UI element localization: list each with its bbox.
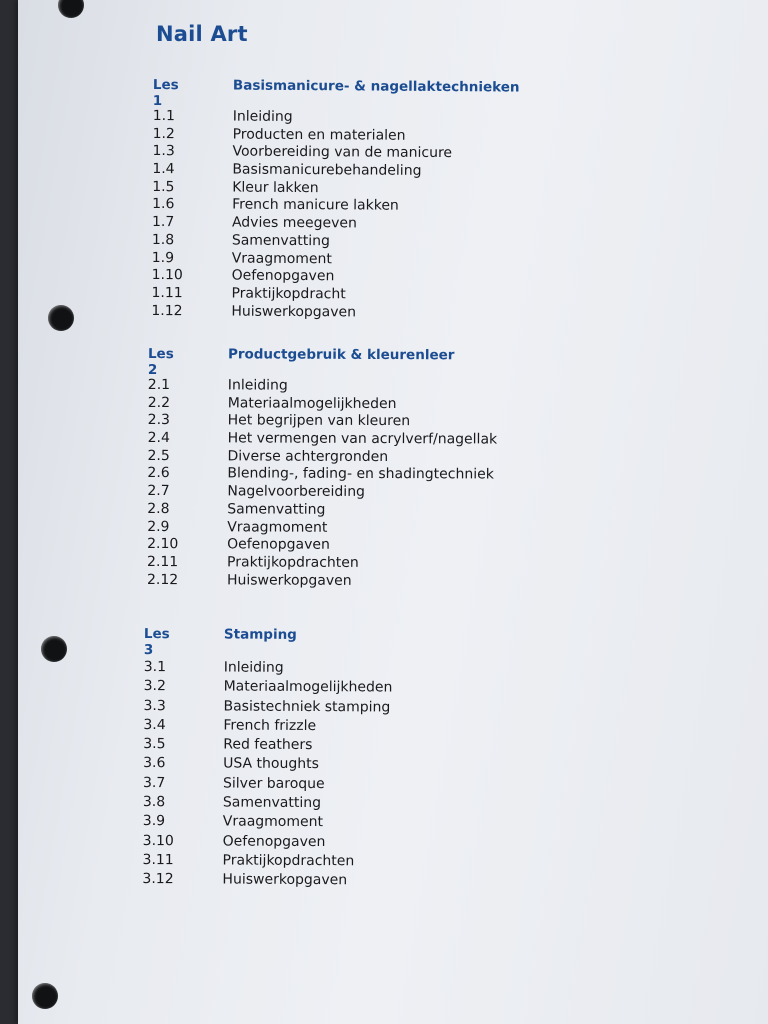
item-label: Vraagmoment: [227, 518, 328, 536]
item-number: 2.12: [146, 571, 179, 588]
item-number: 3.6: [143, 755, 166, 772]
item-number: 1.2: [152, 125, 175, 142]
item-label: Praktijkopdrachten: [222, 852, 355, 870]
punch-hole: [32, 983, 58, 1009]
item-label: Red feathers: [223, 736, 313, 754]
item-number: 3.3: [143, 697, 166, 714]
item-number: 3.5: [143, 736, 166, 753]
item-number: 3.11: [142, 851, 174, 869]
item-label: Inleiding: [232, 108, 293, 125]
item-label: Advies meegeven: [231, 214, 357, 232]
item-label: French frizzle: [223, 717, 317, 734]
lesson-title: Productgebruik & kleurenleer: [227, 346, 455, 364]
lesson-title: Basismanicure- & nagellaktechnieken: [232, 77, 520, 96]
punch-hole: [58, 0, 84, 18]
item-label: Vraagmoment: [231, 250, 332, 267]
item-label: Inleiding: [227, 377, 288, 394]
lesson-item-list: [142, 658, 393, 891]
item-number: 2.5: [147, 447, 170, 464]
lesson-label: Les 3: [143, 626, 170, 659]
lesson-item-list: [151, 107, 453, 320]
item-label: USA thoughts: [223, 755, 319, 773]
item-label: Huiswerkopgaven: [222, 871, 348, 889]
lesson-label: Les 1: [152, 77, 179, 110]
item-label: Silver baroque: [222, 775, 325, 792]
item-number: 3.10: [142, 832, 174, 849]
item-label: Nagelvoorbereiding: [227, 483, 366, 501]
item-label: Oefenopgaven: [227, 536, 330, 553]
item-number: 2.8: [147, 500, 170, 517]
item-number: 1.11: [151, 284, 183, 302]
item-label: Oefenopgaven: [231, 267, 335, 285]
item-label: Het begrijpen van kleuren: [227, 412, 411, 430]
item-number: 1.12: [151, 302, 183, 319]
item-label: Voorbereiding van de manicure: [232, 143, 453, 162]
item-number: 2.4: [147, 430, 170, 447]
item-label: Inleiding: [223, 659, 284, 676]
item-label: Praktijkopdrachten: [227, 554, 359, 571]
item-number: 1.4: [152, 161, 175, 178]
page-title: Nail Art: [156, 22, 248, 46]
item-number: 3.8: [142, 794, 166, 811]
item-number: 1.8: [151, 231, 175, 248]
item-label: Het vermengen van acrylverf/nagellak: [227, 430, 498, 448]
item-number: 3.1: [143, 658, 167, 676]
item-number: 2.6: [147, 465, 170, 482]
item-number: 1.5: [152, 178, 175, 195]
item-number: 2.3: [147, 412, 170, 429]
item-label: French manicure lakken: [232, 196, 399, 215]
item-label: Samenvatting: [222, 794, 322, 812]
item-label: Oefenopgaven: [222, 833, 326, 850]
item-label: Producten en materialen: [232, 126, 406, 144]
item-label: Basistechniek stamping: [223, 698, 391, 716]
punch-hole: [48, 305, 74, 331]
lesson-label: Les 2: [147, 346, 174, 379]
item-number: 2.10: [147, 536, 179, 553]
item-number: 1.1: [152, 107, 176, 125]
item-label: Huiswerkopgaven: [231, 303, 357, 320]
item-number: 3.7: [142, 774, 166, 791]
item-label: Samenvatting: [227, 501, 326, 518]
item-label: Materiaalmogelijkheden: [227, 395, 397, 412]
item-number: 3.12: [142, 871, 174, 888]
item-label: Kleur lakken: [232, 179, 319, 196]
item-number: 2.2: [147, 394, 171, 411]
item-label: Basismanicurebehandeling: [232, 161, 422, 179]
item-label: Samenvatting: [231, 232, 331, 250]
item-number: 2.1: [147, 376, 171, 394]
lesson-title: Stamping: [223, 626, 297, 643]
item-label: Praktijkopdracht: [231, 285, 346, 303]
item-number: 2.9: [147, 518, 170, 535]
item-number: 1.7: [151, 214, 175, 231]
item-label: Diverse achtergronden: [227, 448, 389, 465]
item-number: 1.3: [152, 143, 175, 160]
item-label: Huiswerkopgaven: [226, 571, 352, 589]
punch-hole: [41, 636, 67, 662]
item-number: 1.9: [151, 249, 175, 266]
item-number: 1.10: [151, 267, 183, 284]
item-number: 3.2: [143, 678, 166, 695]
item-label: Materiaalmogelijkheden: [223, 678, 393, 696]
item-number: 2.7: [147, 483, 170, 500]
item-number: 1.6: [152, 196, 175, 213]
item-label: Blending-, fading- en shadingtechniek: [227, 465, 494, 483]
paper-sheet: [18, 0, 768, 1024]
item-number: 3.9: [142, 813, 166, 830]
item-number: 3.4: [143, 716, 166, 734]
lesson-item-list: [146, 376, 498, 589]
item-label: Vraagmoment: [222, 813, 324, 831]
item-number: 2.11: [147, 553, 179, 571]
